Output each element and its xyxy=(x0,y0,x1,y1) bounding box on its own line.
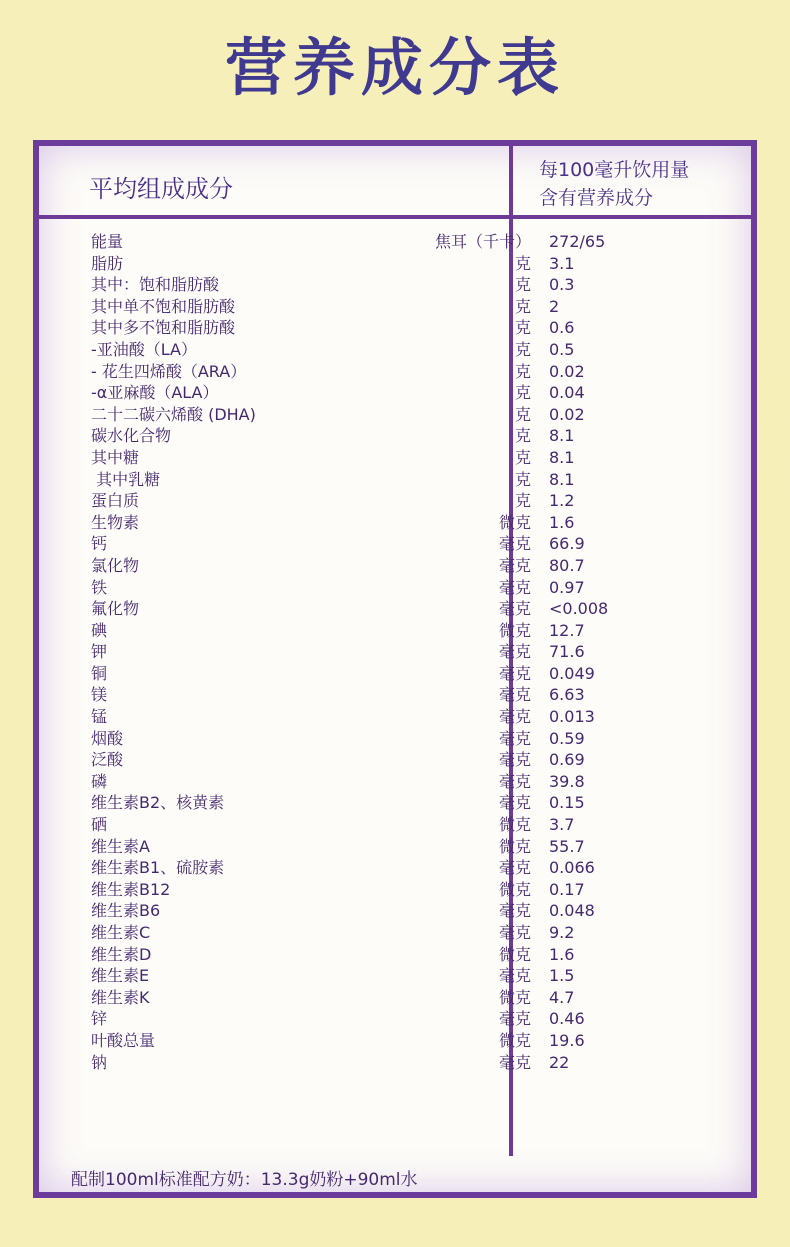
nutrient-name: 其中单不饱和脂肪酸 xyxy=(91,296,236,316)
nutrient-unit: 毫克 xyxy=(498,642,531,662)
table-row xyxy=(91,512,711,534)
table-row xyxy=(91,706,711,728)
nutrient-unit: 毫克 xyxy=(498,685,531,705)
table-row xyxy=(91,296,711,318)
table-row xyxy=(91,749,711,771)
nutrient-name: 其中乳糖 xyxy=(91,469,161,489)
nutrient-unit: 毫克 xyxy=(498,923,531,942)
nutrient-value: 0.59 xyxy=(549,728,585,748)
nutrient-unit: 克 xyxy=(514,491,531,511)
nutrient-unit: 毫克 xyxy=(498,577,531,597)
nutrient-name: 钾 xyxy=(91,642,108,662)
nutrient-unit: 微克 xyxy=(498,815,531,835)
nutrient-value: 272/65 xyxy=(549,232,606,251)
table-row xyxy=(91,274,711,296)
nutrient-unit: 微克 xyxy=(498,879,531,899)
table-row xyxy=(91,620,711,642)
nutrient-name: - 花生四烯酸（ARA） xyxy=(91,361,247,381)
table-row xyxy=(91,836,711,858)
nutrient-unit: 微克 xyxy=(498,944,531,964)
nutrient-name: 碳水化合物 xyxy=(91,426,172,446)
nutrient-unit: 毫克 xyxy=(498,534,531,554)
nutrient-unit: 微克 xyxy=(498,512,531,532)
table-row xyxy=(91,663,711,685)
nutrient-name: 硒 xyxy=(91,815,108,835)
nutrient-unit: 克 xyxy=(514,361,531,381)
nutrient-unit: 毫克 xyxy=(498,966,531,986)
nutrient-name: 锌 xyxy=(91,1009,108,1029)
nutrient-unit: 克 xyxy=(514,447,531,467)
nutrient-value: 2 xyxy=(549,296,560,316)
nutrient-value: 0.066 xyxy=(549,858,595,878)
nutrient-name: 二十二碳六烯酸 (DHA) xyxy=(91,404,256,424)
nutrient-value: 12.7 xyxy=(549,620,585,640)
nutrient-name: 镁 xyxy=(91,685,108,705)
table-row xyxy=(91,771,711,793)
nutrient-value: 0.013 xyxy=(549,707,595,727)
nutrient-unit: 克 xyxy=(514,318,531,338)
nutrient-value: 0.69 xyxy=(549,750,585,770)
table-row xyxy=(91,361,711,383)
table-row xyxy=(91,425,711,447)
nutrient-value: 3.1 xyxy=(549,253,575,273)
nutrient-value: 0.02 xyxy=(549,404,585,424)
table-row xyxy=(91,253,711,275)
table-row xyxy=(91,339,711,361)
table-row xyxy=(91,447,711,469)
nutrient-value: 19.6 xyxy=(549,1030,585,1050)
nutrient-unit: 克 xyxy=(514,404,531,424)
nutrient-name: 锰 xyxy=(91,707,108,727)
nutrient-unit: 克 xyxy=(514,383,531,403)
nutrient-value: 8.1 xyxy=(549,469,575,489)
nutrient-unit: 毫克 xyxy=(498,858,531,878)
nutrient-value: 8.1 xyxy=(549,447,575,467)
nutrient-unit: 克 xyxy=(514,469,531,489)
table-row xyxy=(91,987,711,1009)
nutrient-list xyxy=(91,231,711,1073)
nutrient-name: 碘 xyxy=(91,620,108,640)
nutrient-unit: 微克 xyxy=(498,1030,531,1050)
nutrient-value: 0.049 xyxy=(549,663,595,683)
table-row xyxy=(91,469,711,491)
table-row xyxy=(91,382,711,404)
nutrient-name: 钠 xyxy=(91,1052,108,1072)
table-row xyxy=(91,490,711,512)
table-row xyxy=(91,728,711,750)
nutrient-name: 泛酸 xyxy=(91,750,124,770)
nutrient-unit: 毫克 xyxy=(498,901,531,921)
nutrient-unit: 克 xyxy=(514,426,531,446)
nutrient-unit: 毫克 xyxy=(498,555,531,575)
nutrient-value: 0.5 xyxy=(549,339,575,359)
table-row xyxy=(91,1052,711,1074)
nutrient-value: 0.02 xyxy=(549,361,585,381)
header-divider xyxy=(39,215,751,219)
table-row xyxy=(91,879,711,901)
nutrient-value: 1.6 xyxy=(549,512,575,532)
nutrient-unit: 毫克 xyxy=(498,728,531,748)
nutrient-value: 1.5 xyxy=(549,966,575,986)
nutrient-value: 80.7 xyxy=(549,555,585,575)
page-title: 营养成分表 xyxy=(224,31,565,104)
nutrient-unit: 微克 xyxy=(498,836,531,856)
nutrient-name: 维生素B12 xyxy=(91,879,171,899)
nutrient-name: 维生素D xyxy=(91,944,152,964)
nutrient-name: 维生素B1、硫胺素 xyxy=(91,858,225,878)
table-row xyxy=(91,1030,711,1052)
nutrient-value: 8.1 xyxy=(549,426,575,446)
table-row xyxy=(91,965,711,987)
nutrient-value: 1.6 xyxy=(549,944,575,964)
nutrient-value: 3.7 xyxy=(549,815,575,835)
nutrient-name: 其中多不饱和脂肪酸 xyxy=(91,318,236,338)
preparation-note: 配制100ml标准配方奶：13.3g奶粉+90ml水 xyxy=(71,1170,418,1190)
table-row xyxy=(91,231,711,253)
nutrient-value: 6.63 xyxy=(549,685,585,705)
nutrient-name: 维生素E xyxy=(91,966,150,986)
nutrient-unit: 毫克 xyxy=(498,599,531,619)
nutrient-name: 铜 xyxy=(91,663,108,683)
nutrition-table xyxy=(33,140,757,1198)
nutrient-unit: 毫克 xyxy=(498,663,531,683)
nutrient-value: 0.46 xyxy=(549,1009,585,1029)
nutrient-value: <0.008 xyxy=(549,599,609,619)
nutrient-value: 4.7 xyxy=(549,987,575,1007)
table-row xyxy=(91,404,711,426)
table-row xyxy=(91,792,711,814)
table-row xyxy=(91,533,711,555)
nutrient-value: 0.04 xyxy=(549,383,585,403)
table-row xyxy=(91,577,711,599)
table-row xyxy=(91,641,711,663)
nutrient-name: 维生素A xyxy=(91,836,150,856)
table-row xyxy=(91,684,711,706)
nutrient-unit: 克 xyxy=(514,296,531,316)
nutrient-name: 能量 xyxy=(91,232,124,251)
nutrient-unit: 毫克 xyxy=(498,793,531,813)
nutrient-value: 0.3 xyxy=(549,275,575,295)
table-row xyxy=(91,598,711,620)
nutrient-unit: 焦耳（千卡） xyxy=(434,232,531,251)
nutrient-name: 钙 xyxy=(91,534,108,554)
nutrient-value: 71.6 xyxy=(549,642,585,662)
nutrient-name: -α亚麻酸（ALA） xyxy=(91,383,219,403)
nutrient-name: 其中糖 xyxy=(91,447,140,467)
header-average-composition: 平均组成成分 xyxy=(89,175,233,203)
nutrient-value: 0.048 xyxy=(549,901,595,921)
nutrient-name: 铁 xyxy=(91,577,108,597)
nutrient-name: 脂肪 xyxy=(91,253,124,273)
nutrient-unit: 克 xyxy=(514,339,531,359)
nutrient-name: 蛋白质 xyxy=(91,491,140,511)
nutrient-name: 磷 xyxy=(91,771,108,791)
nutrient-name: 维生素B6 xyxy=(91,901,161,921)
nutrient-unit: 毫克 xyxy=(498,1052,531,1072)
header-per-100ml-line1: 每100毫升饮用量 xyxy=(539,159,690,181)
nutrient-unit: 毫克 xyxy=(498,707,531,727)
nutrient-name: 维生素K xyxy=(91,987,150,1007)
nutrient-value: 39.8 xyxy=(549,771,585,791)
table-row xyxy=(91,1008,711,1030)
nutrient-unit: 毫克 xyxy=(498,771,531,791)
table-row xyxy=(91,814,711,836)
nutrient-value: 9.2 xyxy=(549,923,575,942)
table-row xyxy=(91,555,711,577)
nutrient-value: 0.17 xyxy=(549,879,585,899)
nutrient-name: 烟酸 xyxy=(91,728,124,748)
nutrient-unit: 克 xyxy=(514,253,531,273)
nutrient-name: 维生素B2、核黄素 xyxy=(91,793,225,813)
table-row xyxy=(91,944,711,966)
header-per-100ml xyxy=(539,156,749,212)
nutrient-value: 0.6 xyxy=(549,318,575,338)
table-row xyxy=(91,922,711,944)
table-row xyxy=(91,317,711,339)
header-per-100ml-line2: 含有营养成分 xyxy=(539,187,654,209)
nutrient-name: 其中：饱和脂肪酸 xyxy=(91,275,220,295)
nutrient-value: 66.9 xyxy=(549,534,585,554)
nutrient-unit: 克 xyxy=(514,275,531,295)
nutrient-unit: 毫克 xyxy=(498,1009,531,1029)
nutrient-unit: 微克 xyxy=(498,620,531,640)
nutrient-unit: 毫克 xyxy=(498,750,531,770)
table-row xyxy=(91,900,711,922)
nutrient-value: 55.7 xyxy=(549,836,585,856)
nutrient-name: 氯化物 xyxy=(91,555,140,575)
nutrient-name: 叶酸总量 xyxy=(91,1030,156,1050)
nutrient-name: 生物素 xyxy=(91,512,140,532)
nutrient-value: 1.2 xyxy=(549,491,575,511)
table-row xyxy=(91,857,711,879)
nutrient-unit: 微克 xyxy=(498,987,531,1007)
nutrient-name: -亚油酸（LA） xyxy=(91,339,198,359)
nutrient-value: 0.15 xyxy=(549,793,585,813)
nutrient-value: 0.97 xyxy=(549,577,585,597)
nutrient-value: 22 xyxy=(549,1052,570,1072)
nutrient-name: 维生素C xyxy=(91,923,151,942)
nutrient-name: 氟化物 xyxy=(91,599,140,619)
